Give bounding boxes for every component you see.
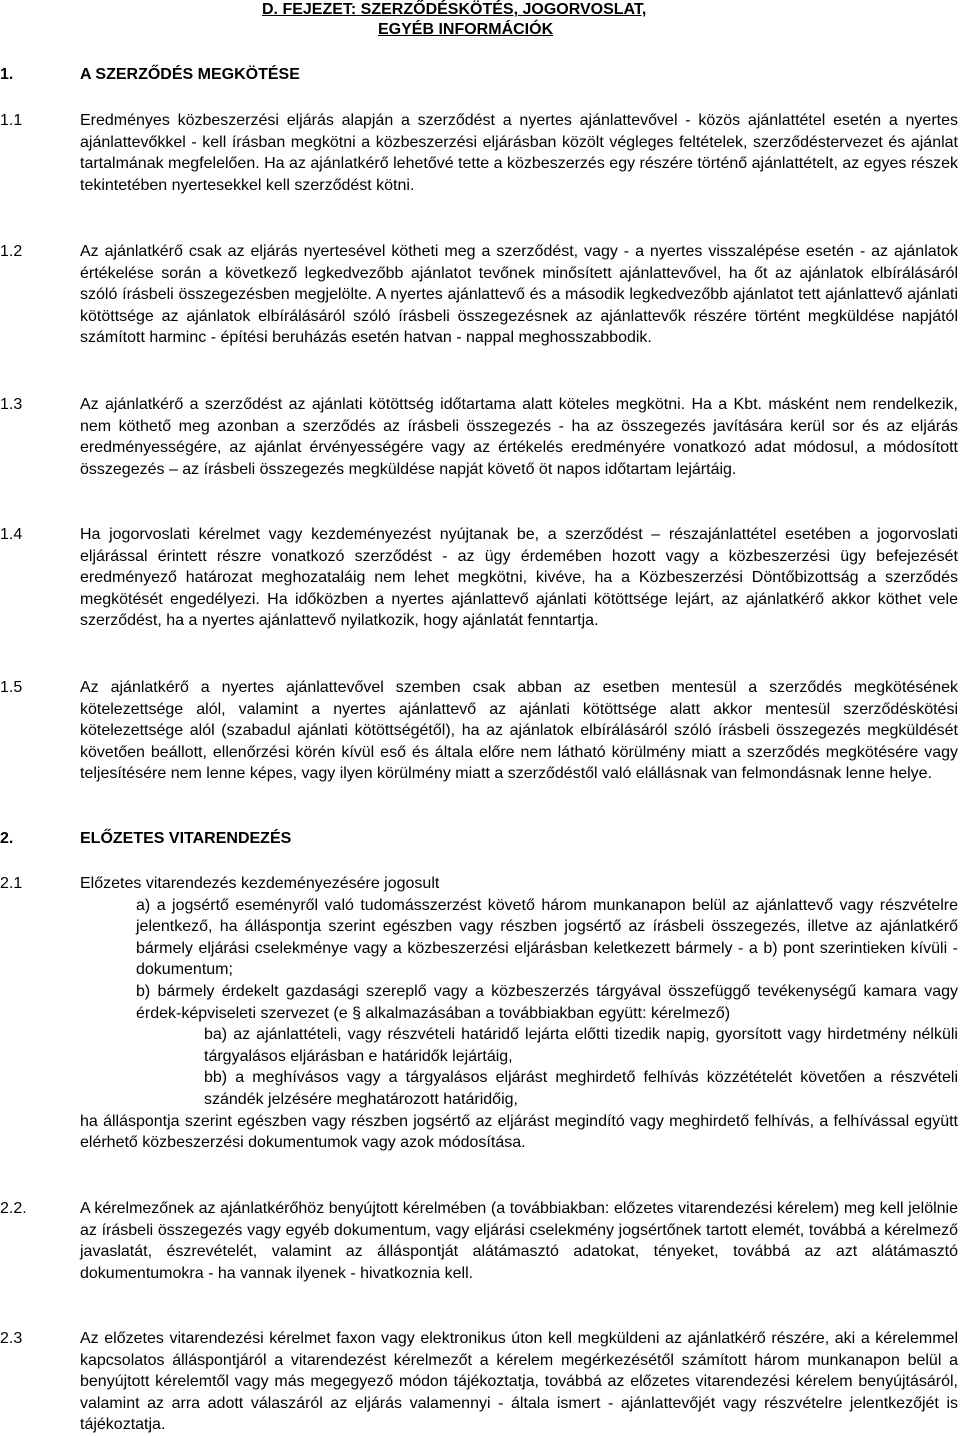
section-heading-1 <box>0 64 300 86</box>
paragraph-number: 2.1 <box>0 875 23 892</box>
paragraph-number: 2.3 <box>0 1330 23 1347</box>
chapter-title-line1: D. FEJEZET: SZERZŐDÉSKÖTÉS, JOGORVOSLAT, <box>262 1 647 18</box>
paragraph-intro: Előzetes vitarendezés kezdeményezésére jogosult <box>80 875 440 892</box>
paragraph-text: A kérelmezőnek az ajánlatkérőhöz benyújtott kérelmében (a továbbiakban: előzetes vitarendezési kérelem) meg kell jelölnie az írásbeli összegezés vagy egyéb dokumentum, vagy eljárási cselekmény jogsértőnek tartott elemét, továbbá a kérelmező javaslatát, észrevételét, valamint az álláspontját alátámasztó adatokat, tényeket, továbbá az azt alátámasztó dokumentumokra - ha vannak ilyenek - hivatkoznia kell. <box>80 1200 958 1282</box>
paragraph-1-4 <box>0 524 958 632</box>
paragraph-1-1 <box>0 110 958 196</box>
paragraph-text: Ha jogorvoslati kérelmet vagy kezdeményezést nyújtanak be, a szerződést – részajánlattétel esetében a jogorvoslati eljárással érintett részre vonatkozó szerződést - az ügy érdemében hozott vagy a közbeszerzési ügy befejezését eredményező határozat meghozataláig nem lehet megkötni, kivéve, ha a Közbeszerzési Döntőbizottság a szerződés megkötését engedélyezi. Ha időközben a nyertes ajánlattevő ajánlati kötöttsége lejárt, az ajánlatkérő akkor köthet vele szerződést, ha a nyertes ajánlattevő nyilatkozik, hogy ajánlatát fenntartja. <box>80 526 958 630</box>
list-text: a jogsértő eseményről való tudomásszerzést követő három munkanapon belül az ajánlattevő vagy részvételre jelentkező, ha álláspontja szerint egészben vagy részben jogsértő az írásbeli összegezés, illetve az ajánlatkérő bármely eljárási cselekménye vagy a közbeszerzési eljárásban keletkezett bármely - a b) pont szerintieken kívüli - dokumentum; <box>136 896 958 979</box>
section-title: A SZERZŐDÉS MEGKÖTÉSE <box>80 66 300 83</box>
list-label: b) <box>136 982 151 1000</box>
section-number: 2. <box>0 830 14 847</box>
paragraph-2-3 <box>0 1328 958 1436</box>
section-heading-2 <box>0 828 291 850</box>
paragraph-1-2 <box>0 241 958 349</box>
list-text: bármely érdekelt gazdasági szereplő vagy a közbeszerzés tárgyával összefüggő tevékenységű kamara vagy érdek-képviseleti szervezet (e § alkalmazásában a továbbiakban együtt: kérelmező) <box>136 982 958 1022</box>
paragraph-2-2 <box>0 1198 958 1284</box>
paragraph-number: 2.2. <box>0 1200 27 1217</box>
list-item-bb <box>204 1067 958 1110</box>
paragraph-text: Az ajánlatkérő a nyertes ajánlattevővel szemben csak abban az esetben mentesül a szerződés megkötésének kötelezettsége alól, valamint a nyertes ajánlattevő az ajánlati kötöttsége alatt akkor mentesül szerződéskötési kötelezettsége alól (szabadul ajánlati kötöttségétől), ha az ajánlatok elbírálásáról szóló írásbeli összegezés megküldését követően beállott, ellenőrzési körén kívül eső és általa előre nem látható körülmény miatt a szerződés megkötésére vagy teljesítésére nem lenne képes, vagy ilyen körülmény miatt a szerződéstől való elállásnak van felmondásnak lenne helye. <box>80 679 958 783</box>
paragraph-text: Eredményes közbeszerzési eljárás alapján a szerződést a nyertes ajánlattevővel - közös ajánlattétel esetén a nyertes ajánlattevőkkel - kell írásban megkötni a közbeszerzési eljárásban közölt végleges feltételek, szerződéstervezet és ajánlat tartalmának megfelelően. Ha az ajánlatkérő lehetővé tette a közbeszerzés egy részére történő ajánlattételt, az egyes részek tekintetében nyertesekkel kell szerződést kötni. <box>80 112 958 194</box>
section-title: ELŐZETES VITARENDEZÉS <box>80 830 292 847</box>
list-label: ba) <box>204 1026 228 1044</box>
list-item-ba <box>204 1024 958 1067</box>
chapter-title-line2: EGYÉB INFORMÁCIÓK <box>378 21 554 38</box>
paragraph-text: Az ajánlatkérő csak az eljárás nyertesével kötheti meg a szerződést, vagy - a nyertes visszalépése esetén - az ajánlatok értékelése során a következő legkedvezőbb ajánlatot tevőnek minősített ajánlattevővel, ha őt az ajánlatok elbírálásáról szóló írásbeli összegezésben megjelölte. A nyertes ajánlattevő és a második legkedvezőbb ajánlatot tett ajánlattevő ajánlati kötöttsége az ajánlatok elbírálásáról szóló írásbeli összegezésnek az ajánlattevők részére történt megküldése napjától számított harminc - építési beruházás esetén hatvan - nappal meghosszabbodik. <box>80 243 958 347</box>
paragraph-2-1 <box>0 873 958 1154</box>
paragraph-number: 1.4 <box>0 526 23 543</box>
chapter-heading <box>262 0 762 40</box>
paragraph-1-3 <box>0 394 958 480</box>
paragraph-tail: ha álláspontja szerint egészben vagy részben jogsértő az eljárást megindító vagy meghirdető felhívás, a felhívással együtt elérhető közbeszerzési dokumentumok vagy azok módosítása. <box>80 1112 958 1152</box>
list-item-b <box>136 981 958 1024</box>
paragraph-number: 1.5 <box>0 679 23 696</box>
list-label: bb) <box>204 1069 228 1087</box>
list-text: az ajánlattételi, vagy részvételi határidő lejárta előtti tizedik napig, gyorsított vagy hirdetmény nélküli tárgyalásos eljárásban e határidők lejártáig, <box>204 1026 958 1065</box>
paragraph-text: Az előzetes vitarendezési kérelmet faxon vagy elektronikus úton kell megküldeni az ajánlatkérő részére, aki a kérelemmel kapcsolatos álláspontjáról a vitarendezést kérelmezőt a kérelem megérkezésétől számított három munkanapon belül a benyújtott kérelemtől vagy más megegyező módon tájékoztatja, továbbá az előzetes vitarendezési kérelem benyújtásáról, valamint az arra adott válaszáról az eljárás valamennyi - általa ismert - ajánlattevőjét vagy részvételre jelentkezőjét is tájékoztatja. <box>80 1330 958 1434</box>
paragraph-1-5 <box>0 677 958 785</box>
paragraph-text: Az ajánlatkérő a szerződést az ajánlati kötöttség időtartama alatt köteles megkötni. Ha a Kbt. másként nem rendelkezik, nem köthető meg azonban a szerződés az írásbeli összegezés - ha az összegezés javítására kerül sor és az eljárás eredményességére, az ajánlat érvényességére vagy az értékelés eredményére vonatkozó adat módosul, a módosított összegezés – az írásbeli összegezés megküldése napját követő öt napos időtartam lejártáig. <box>80 396 958 478</box>
section-number: 1. <box>0 66 14 83</box>
paragraph-number: 1.1 <box>0 112 23 129</box>
list-item-a <box>136 895 958 981</box>
list-text: a meghívásos vagy a tárgyalásos eljárást meghirdető felhívás közzétételét követően a részvételi szándék jelzésére meghatározott határidőig, <box>204 1069 958 1108</box>
list-label: a) <box>136 896 151 914</box>
paragraph-number: 1.3 <box>0 396 23 413</box>
paragraph-number: 1.2 <box>0 243 23 260</box>
